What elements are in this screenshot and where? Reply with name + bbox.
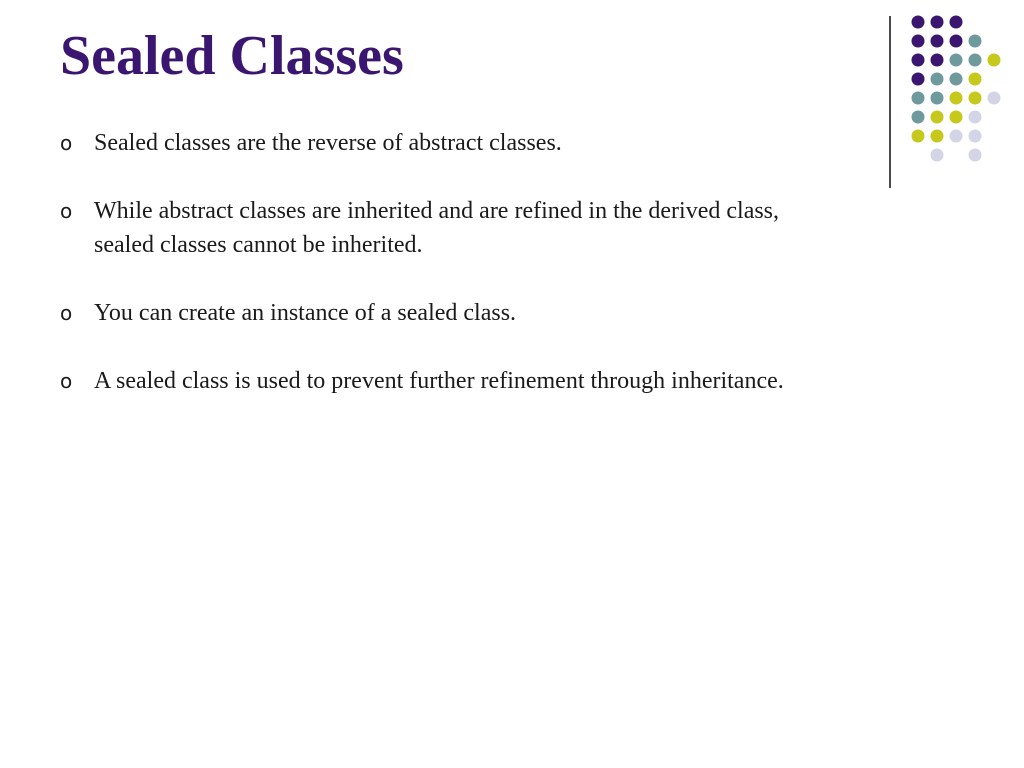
- decorative-dot: [969, 35, 982, 48]
- decorative-dot: [988, 92, 1001, 105]
- bullet-item: [60, 194, 800, 262]
- decorative-dot: [931, 73, 944, 86]
- bullet-text: A sealed class is used to prevent further refinement through inheritance.: [94, 368, 784, 394]
- decorative-dot: [950, 111, 963, 124]
- decorative-dot: [931, 111, 944, 124]
- bullet-text: Sealed classes are the reverse of abstract classes.: [94, 130, 562, 156]
- decorative-dot: [912, 130, 925, 143]
- decorative-dot: [931, 149, 944, 162]
- decorative-dot: [931, 16, 944, 29]
- decorative-dot: [950, 54, 963, 67]
- bullet-marker: o: [60, 301, 73, 325]
- decorative-dot: [912, 16, 925, 29]
- decorative-dot: [950, 16, 963, 29]
- bullet-marker: o: [60, 199, 73, 223]
- decorative-dot: [950, 35, 963, 48]
- bullet-item: [60, 296, 800, 330]
- decorative-dot: [969, 111, 982, 124]
- decorative-dot: [912, 73, 925, 86]
- bullet-marker: o: [60, 131, 73, 155]
- decorative-dot: [912, 35, 925, 48]
- slide-title: Sealed Classes: [60, 25, 404, 87]
- bullet-list: [60, 126, 800, 432]
- decorative-dot: [969, 54, 982, 67]
- decorative-dot: [912, 111, 925, 124]
- decorative-dot: [988, 54, 1001, 67]
- decorative-dot: [969, 73, 982, 86]
- decorative-dot: [969, 92, 982, 105]
- bullet-text: You can create an instance of a sealed class.: [94, 300, 517, 326]
- bullet-text: While abstract classes are inherited and are refined in the derived class, sealed classes cannot be inherited.: [94, 198, 780, 258]
- decorative-dot: [950, 92, 963, 105]
- decorative-dot: [912, 54, 925, 67]
- decorative-dot: [931, 130, 944, 143]
- bullet-item: [60, 126, 800, 160]
- decorative-dot: [969, 130, 982, 143]
- decorative-dot: [931, 35, 944, 48]
- decorative-dot: [931, 54, 944, 67]
- decorative-dot: [950, 73, 963, 86]
- decorative-dot: [950, 130, 963, 143]
- decorative-dot: [931, 92, 944, 105]
- bullet-item: [60, 364, 800, 398]
- decorative-dot: [912, 92, 925, 105]
- decorative-dot: [969, 149, 982, 162]
- decorative-divider-line: [889, 16, 891, 188]
- bullet-marker: o: [60, 369, 73, 393]
